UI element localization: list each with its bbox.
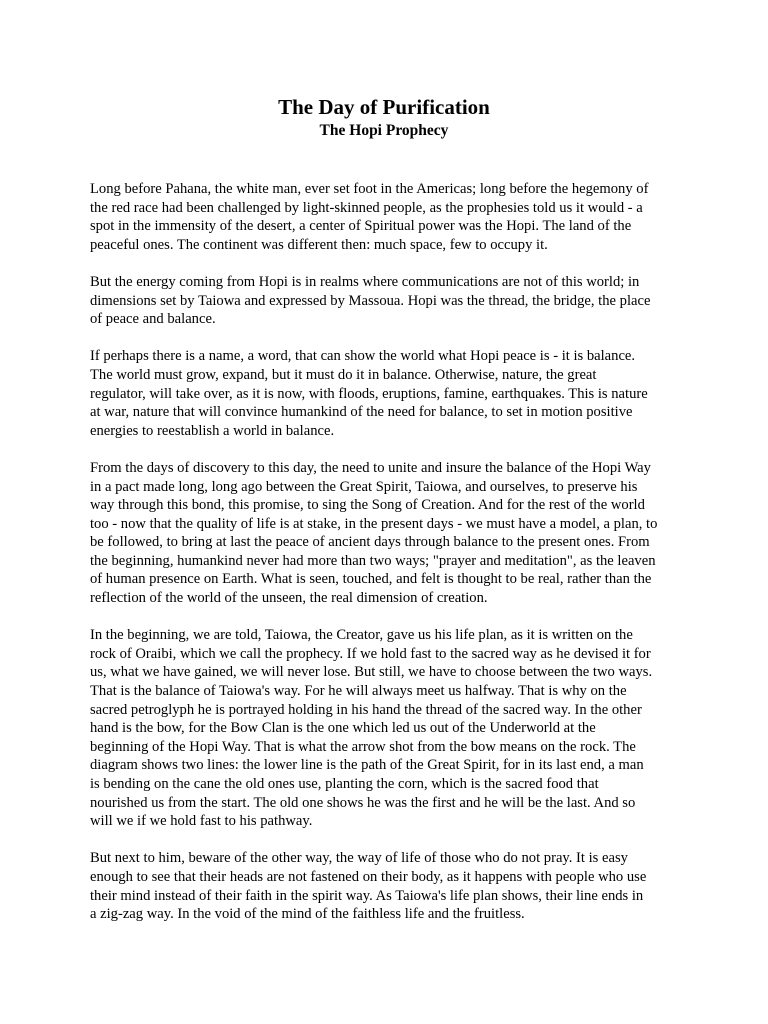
paragraph-2 — [90, 273, 690, 329]
text-line: But the energy coming from Hopi is in realms where communications are not of this world; in — [90, 273, 640, 290]
text-line: of human presence on Earth. What is seen, touched, and felt is thought to be real, rather than the — [90, 571, 652, 588]
paragraph-3 — [90, 347, 690, 440]
text-line: The world must grow, expand, but it must do it in balance. Otherwise, nature, the great — [90, 366, 597, 383]
text-line: regulator, will take over, as it is now, with floods, eruptions, famine, earthquakes. This is nature — [90, 385, 648, 402]
document-title: The Day of Purification — [278, 95, 490, 119]
text-line: In the beginning, we are told, Taiowa, the Creator, gave us his life plan, as it is written on the — [90, 627, 633, 644]
text-line: energies to reestablish a world in balance. — [90, 422, 335, 439]
text-line: rock of Oraibi, which we call the prophecy. If we hold fast to the sacred way as he devised it for — [90, 645, 651, 662]
text-line: us, what we have gained, we will never lose. But still, we have to choose between the two ways. — [90, 664, 653, 681]
document-body — [90, 180, 690, 942]
paragraph-1 — [90, 180, 690, 254]
text-line: too - now that the quality of life is at stake, in the present days - we must have a model, a plan, to — [90, 515, 658, 532]
text-line: sacred petroglyph he is portrayed holding in his hand the thread of the sacred way. In the other — [90, 701, 642, 718]
text-line: will we if we hold fast to his pathway. — [90, 813, 313, 830]
text-line: dimensions set by Taiowa and expressed by Massoua. Hopi was the thread, the bridge, the place — [90, 292, 651, 309]
text-line: nourished us from the start. The old one shows he was the first and he will be the last. And so — [90, 794, 636, 811]
document-subtitle: The Hopi Prophecy — [319, 122, 449, 139]
text-line: But next to him, beware of the other way, the way of life of those who do not pray. It is easy — [90, 850, 628, 867]
text-line: the red race had been challenged by light-skinned people, as the prophesies told us it would - a — [90, 199, 643, 216]
text-line: beginning of the Hopi Way. That is what the arrow shot from the bow means on the rock. The — [90, 738, 636, 755]
text-line: a zig-zag way. In the void of the mind of the faithless life and the fruitless. — [90, 906, 525, 923]
text-line: hand is the bow, for the Bow Clan is the one which led us out of the Underworld at the — [90, 720, 596, 737]
text-line: diagram shows two lines: the lower line is the path of the Great Spirit, for in its last end, a man — [90, 757, 644, 774]
text-line: spot in the immensity of the desert, a center of Spiritual power was the Hopi. The land of the — [90, 218, 632, 235]
text-line: at war, nature that will convince humankind of the need for balance, to set in motion positive — [90, 404, 633, 421]
paragraph-4 — [90, 459, 690, 608]
text-line: That is the balance of Taiowa's way. For he will always meet us halfway. That is why on the — [90, 683, 627, 700]
paragraph-6 — [90, 849, 690, 923]
text-line: the beginning, humankind never had more than two ways; "prayer and meditation", as the leaven — [90, 552, 656, 569]
text-line: peaceful ones. The continent was different then: much space, few to occupy it. — [90, 236, 548, 253]
text-line: of peace and balance. — [90, 311, 216, 328]
text-line: If perhaps there is a name, a word, that can show the world what Hopi peace is - it is balance. — [90, 348, 636, 365]
text-line: From the days of discovery to this day, the need to unite and insure the balance of the Hopi Way — [90, 459, 651, 476]
paragraph-5 — [90, 626, 690, 831]
text-line: reflection of the world of the unseen, the real dimension of creation. — [90, 590, 488, 607]
text-line: is bending on the cane the old ones use, planting the corn, which is the sacred food that — [90, 776, 599, 792]
text-line: in a pact made long, long ago between the Great Spirit, Taiowa, and ourselves, to preserve his — [90, 478, 638, 495]
text-line: Long before Pahana, the white man, ever set foot in the Americas; long before the hegemony of — [90, 181, 649, 197]
text-line: their mind instead of their faith in the spirit way. As Taiowa's life plan shows, their line ends in — [90, 887, 644, 904]
text-line: way through this bond, this promise, to sing the Song of Creation. And for the rest of the world — [90, 497, 645, 514]
text-line: enough to see that their heads are not fastened on their body, as it happens with people who use — [90, 868, 647, 885]
text-line: be followed, to bring at last the peace of ancient days through balance to the present ones. From — [90, 534, 650, 551]
